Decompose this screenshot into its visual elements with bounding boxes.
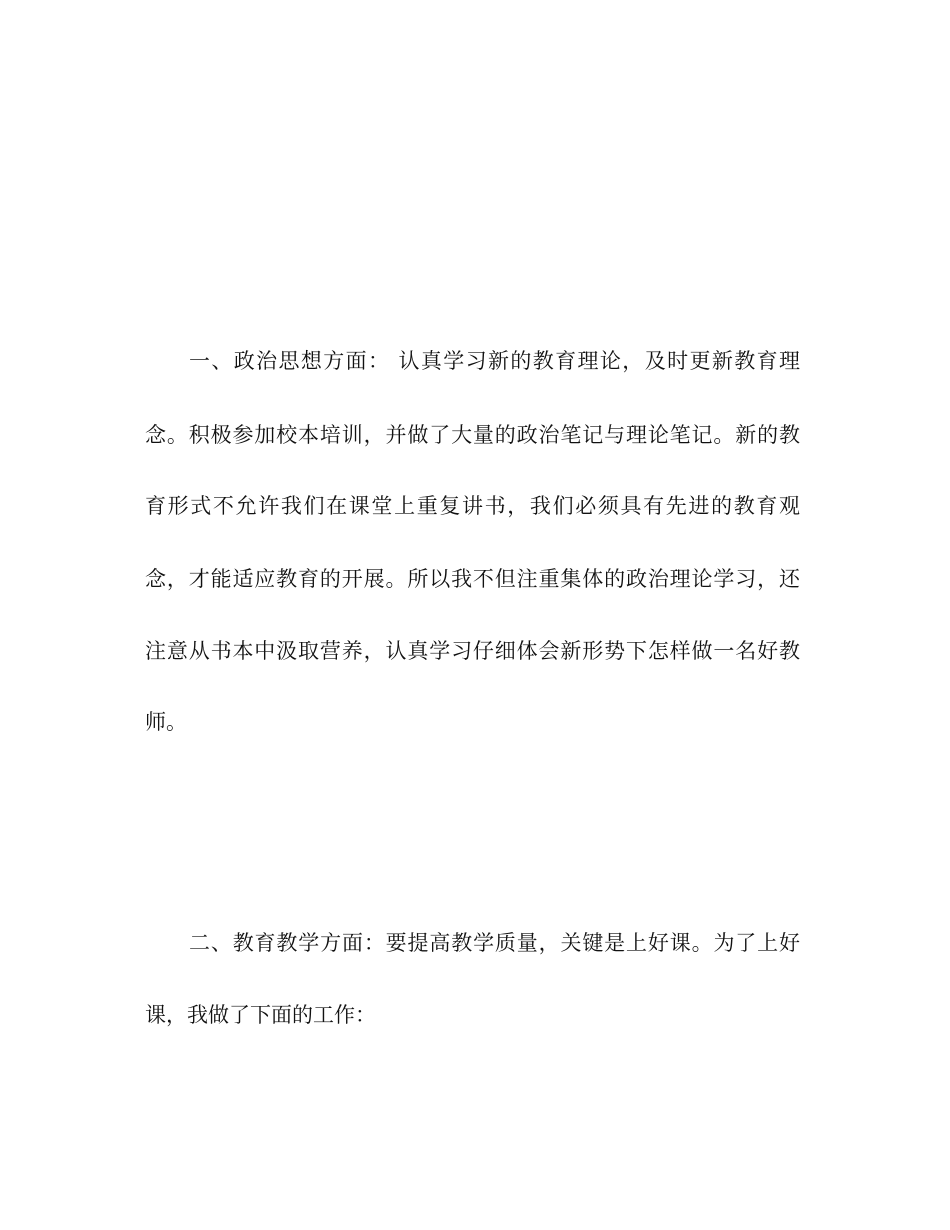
paragraph-line: 念。积极参加校本培训，并做了大量的政治笔记与理论笔记。新的教	[145, 423, 800, 447]
paragraph-line: 念，才能适应教育的开展。所以我不但注重集体的政治理论学习，还	[145, 567, 800, 591]
paragraph-line: 育形式不允许我们在课堂上重复讲书，我们必须具有先进的教育观	[145, 494, 800, 518]
paragraph-line: 师。	[145, 710, 187, 734]
paragraph-line: 注意从书本中汲取营养，认真学习仔细体会新形势下怎样做一名好教	[145, 639, 800, 663]
paragraph-line: 二、教育教学方面：要提高教学质量，关键是上好课。为了上好	[189, 931, 800, 955]
paragraph-line: 一、政治思想方面： 认真学习新的教育理论，及时更新教育理	[189, 349, 800, 373]
paragraph-line: 课，我做了下面的工作：	[145, 1003, 376, 1027]
